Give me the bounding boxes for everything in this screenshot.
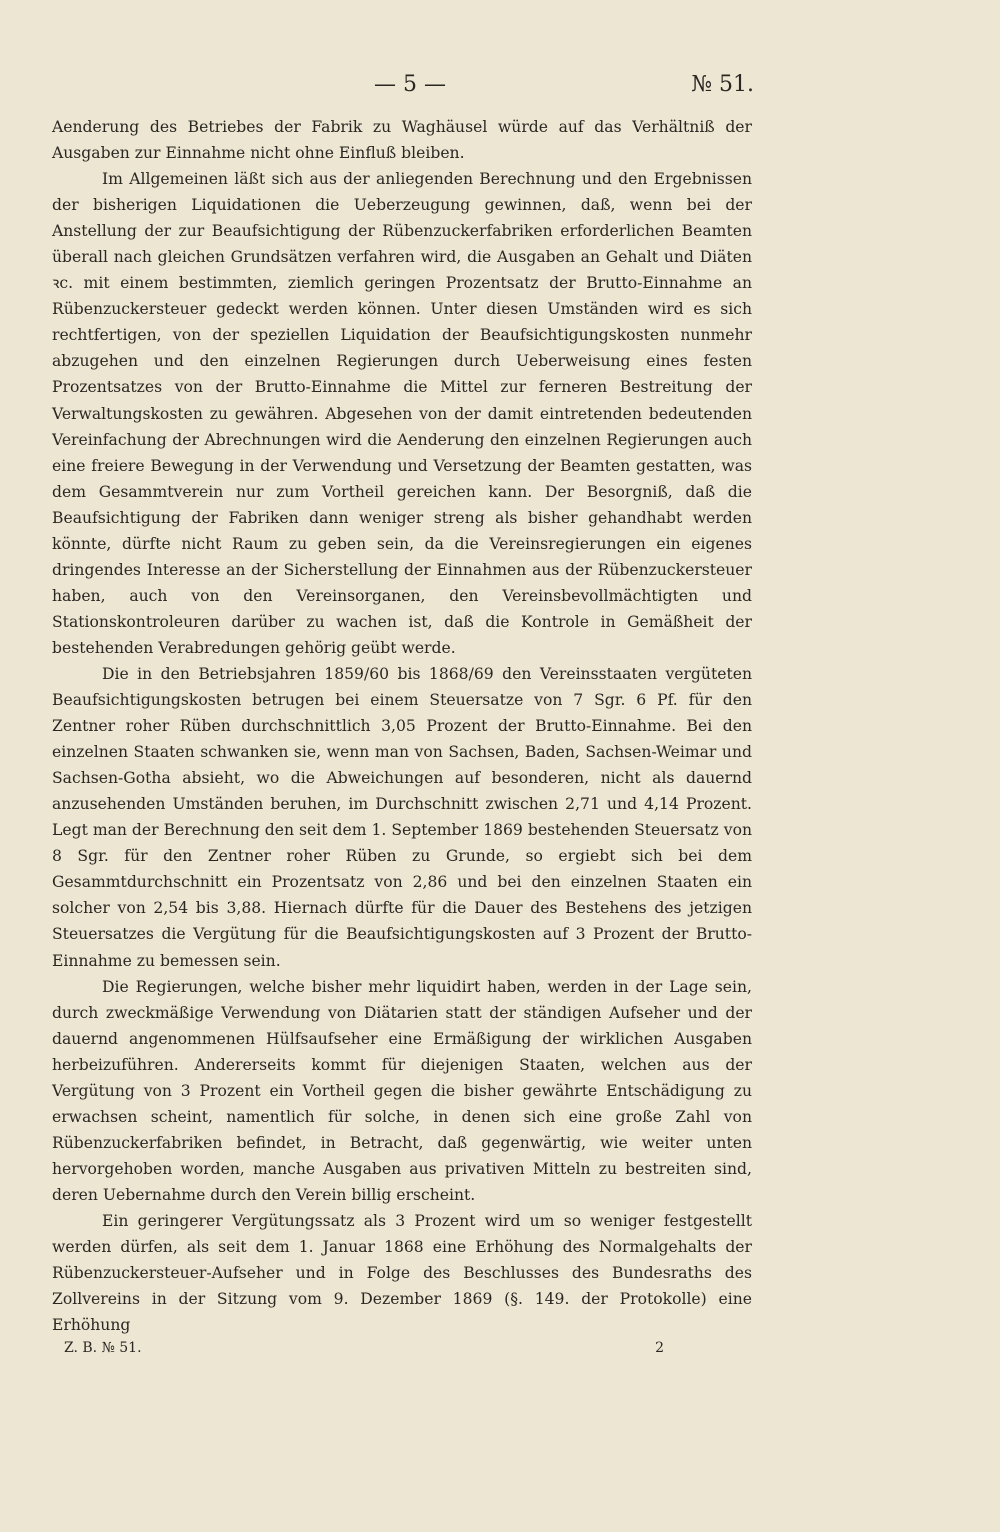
paragraph: Im Allgemeinen läßt sich aus der anliegenden Berechnung und den Ergebnissen der bisherigen Liquidationen die Ueberzeugung gewinnen, daß, wenn bei der Anstellung der zur Beaufsichtigung der Rübenzuckerfabriken erforderlichen Beamten überall nach gleichen Grundsätzen verfahren wird, die Ausgaben an Gehalt und Diäten ꝛc. mit einem bestimmten, ziemlich geringen Prozentsatz der Brutto-Einnahme an Rübenzuckersteuer gedeckt werden können. Unter diesen Umständen wird es sich rechtfertigen, von der speziellen Liquidation der Beaufsichtigungskosten nunmehr abzugehen und den einzelnen Regierungen durch Ueberweisung eines festen Prozentsatzes von der Brutto-Einnahme die Mittel zur ferneren Bestreitung der Verwaltungskosten zu gewähren. Abgesehen von der damit eintretenden bedeutenden Vereinfachung der Abrechnungen wird die Aenderung den einzelnen Regierungen auch eine freiere Bewegung in der Verwendung und Versetzung der Beamten gestatten, was dem Gesammtverein nur zum Vortheil gereichen kann. Der Besorgniß, daß die Beaufsichtigung der Fabriken dann weniger streng als bisher gehandhabt werden könnte, dürfte nicht Raum zu geben sein, da die Vereinsregierungen ein eigenes dringendes Interesse an der Sicherstellung der Einnahmen aus der Rübenzuckersteuer haben, auch von den Vereinsorganen, den Vereinsbevollmächtigten und Stationskontroleuren darüber zu wachen ist, daß die Kontrole in Gemäßheit der bestehenden Verabredungen gehörig geübt werde.: [52, 170, 752, 657]
sheet-signature: Z. B. № 51.: [64, 1340, 142, 1356]
paragraph: Die Regierungen, welche bisher mehr liquidirt haben, werden in der Lage sein, durch zweckmäßige Verwendung von Diätarien statt der ständigen Aufseher und der dauernd angenommenen Hülfsaufseher eine Ermäßigung der wirklichen Ausgaben herbeizuführen. Andererseits kommt für diejenigen Staaten, welchen aus der Vergütung von 3 Prozent ein Vortheil gegen die bisher gewährte Entschädigung zu erwachsen scheint, namentlich für solche, in denen sich eine große Zahl von Rübenzuckerfabriken befindet, in Betracht, daß gegenwärtig, wie weiter unten hervorgehoben worden, manche Ausgaben aus privativen Mitteln zu bestreiten sind, deren Uebernahme durch den Verein billig erscheint.: [52, 977, 752, 1204]
document-number: № 51.: [691, 72, 754, 97]
body-text: [52, 114, 752, 1338]
paragraph: Ein geringerer Vergütungssatz als 3 Prozent wird um so weniger festgestellt werden dürfen, als seit dem 1. Januar 1868 eine Erhöhung des Normalgehalts der Rübenzuckersteuer-Aufseher und in Folge des Beschlusses des Bundesraths des Zollvereins in der Sitzung vom 9. Dezember 1869 (§. 149. der Protokolle) eine Erhöhung: [52, 1211, 752, 1335]
page-footer: [64, 1336, 664, 1360]
paragraph: Die in den Betriebsjahren 1859/60 bis 1868/69 den Vereinsstaaten vergüteten Beaufsichtigungskosten betrugen bei einem Steuersatze von 7 Sgr. 6 Pf. für den Zentner roher Rüben durchschnittlich 3,05 Prozent der Brutto-Einnahme. Bei den einzelnen Staaten schwanken sie, wenn man von Sachsen, Baden, Sachsen-Weimar und Sachsen-Gotha absieht, wo die Abweichungen auf besonderen, nicht als dauernd anzusehenden Umständen beruhen, im Durchschnitt zwischen 2,71 und 4,14 Prozent. Legt man der Berechnung den seit dem 1. September 1869 bestehenden Steuersatz von 8 Sgr. für den Zentner roher Rüben zu Grunde, so ergiebt sich bei dem Gesammtdurchschnitt ein Prozentsatz von 2,86 und bei den einzelnen Staaten ein solcher von 2,54 bis 3,88. Hiernach dürfte für die Dauer des Bestehens des jetzigen Steuersatzes die Vergütung für die Beaufsichtigungskosten auf 3 Prozent der Brutto-Einnahme zu bemessen sein.: [52, 664, 752, 970]
paragraph: Aenderung des Betriebes der Fabrik zu Waghäusel würde auf das Verhältniß der Ausgaben zur Einnahme nicht ohne Einfluß bleiben.: [52, 118, 752, 163]
page-number: — 5 —: [374, 72, 446, 97]
page-header: [52, 70, 752, 100]
sheet-number: 2: [655, 1340, 664, 1356]
